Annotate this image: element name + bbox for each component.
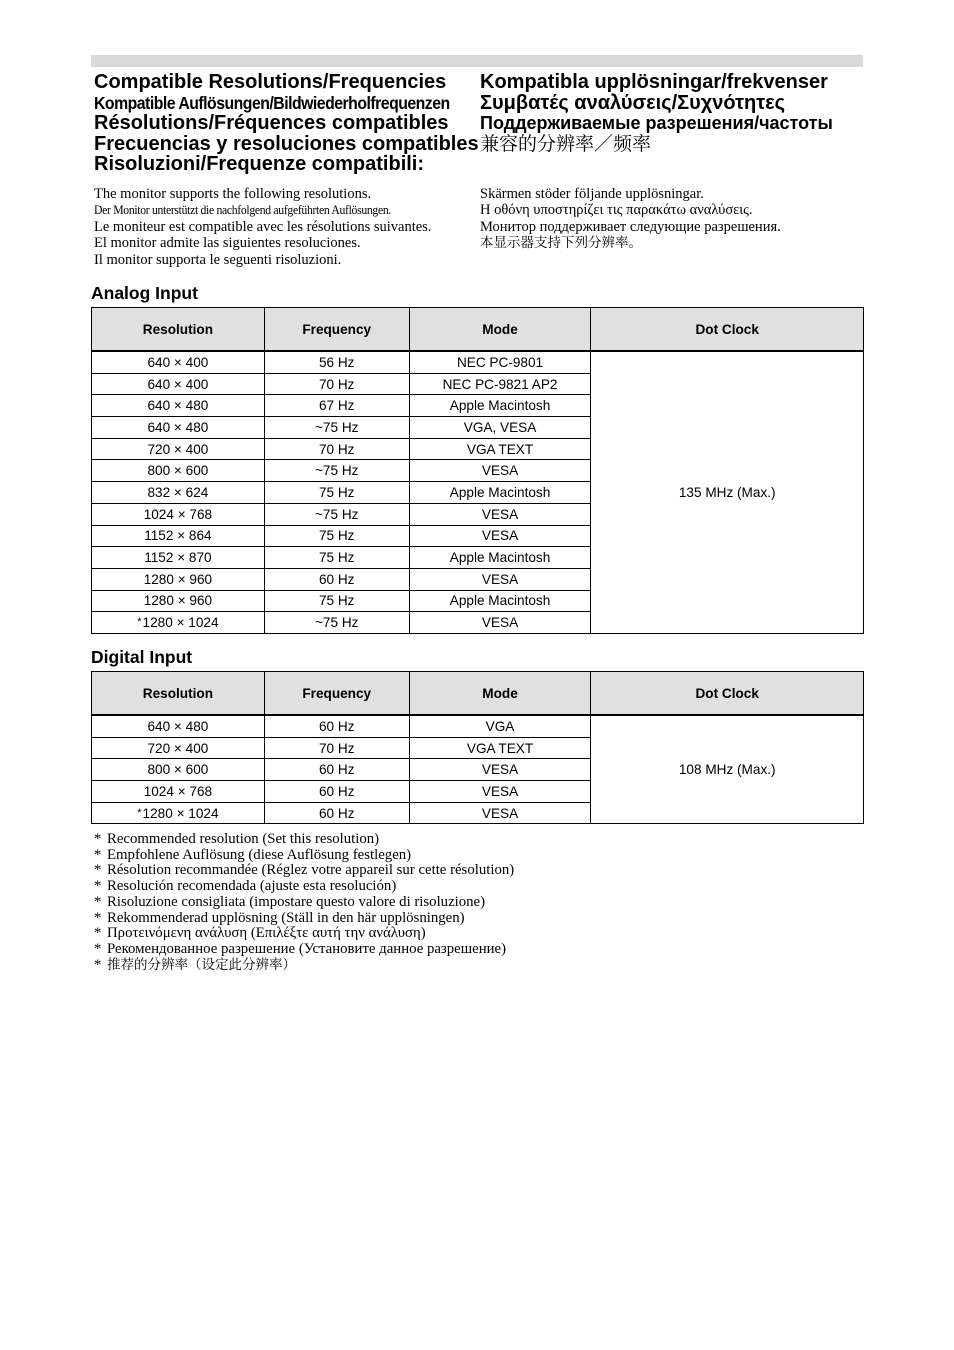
intro-zh: 本显示器支持下列分辨率。 xyxy=(480,235,642,252)
mode-cell: VGA TEXT xyxy=(409,438,591,460)
recommended-marker: * xyxy=(137,616,142,629)
mode-cell: VESA xyxy=(409,612,591,634)
resolution-cell: 640 × 480 xyxy=(92,395,265,417)
mode-cell: Apple Macintosh xyxy=(409,395,591,417)
digital-input-title: Digital Input xyxy=(91,647,193,667)
footnote: * 推荐的分辨率（设定此分辨率） xyxy=(94,956,296,973)
heading-en: Compatible Resolutions/Frequencies xyxy=(94,71,447,93)
intro-it: Il monitor supporta le seguenti risoluzioni. xyxy=(94,251,342,268)
frequency-cell: ~75 Hz xyxy=(264,612,409,634)
frequency-cell: 60 Hz xyxy=(264,781,409,803)
footnote: * Προτεινόμενη ανάλυση (Επιλέξτε αυτή την ανάλυση) xyxy=(94,925,426,942)
dot-clock-cell: 135 MHz (Max.) xyxy=(591,351,864,633)
heading-ru: Поддерживаемые разрешения/частоты xyxy=(480,113,833,134)
intro-left xyxy=(94,186,431,268)
resolution-cell: 1024 × 768 xyxy=(92,781,265,803)
mode-cell: Apple Macintosh xyxy=(409,547,591,569)
table-header-row xyxy=(92,308,864,352)
mode-cell: VESA xyxy=(409,525,591,547)
resolution-cell: 1024 × 768 xyxy=(92,503,265,525)
resolution-cell: 832 × 624 xyxy=(92,482,265,504)
intro-el: Η οθόνη υποστηρίζει τις παρακάτω αναλύσεις. xyxy=(480,202,753,219)
resolution-cell: 720 × 400 xyxy=(92,737,265,759)
footnote: * Empfohlene Auflösung (diese Auflösung festlegen) xyxy=(94,846,412,863)
resolution-cell: 640 × 400 xyxy=(92,351,265,373)
intro-es: El monitor admite las siguientes resoluciones. xyxy=(94,235,361,252)
frequency-cell: ~75 Hz xyxy=(264,417,409,439)
resolution-cell: 800 × 600 xyxy=(92,759,265,781)
footnote: * Recommended resolution (Set this resolution) xyxy=(94,831,380,847)
resolution-cell: *1280 × 1024 xyxy=(92,802,265,824)
resolution-cell: 720 × 400 xyxy=(92,438,265,460)
resolution-cell: 1280 × 960 xyxy=(92,590,265,612)
frequency-cell: 60 Hz xyxy=(264,759,409,781)
resolution-cell: 1152 × 870 xyxy=(92,547,265,569)
heading-el: Συμβατές αναλύσεις/Συχνότητες xyxy=(480,91,786,114)
frequency-cell: 70 Hz xyxy=(264,438,409,460)
intro-de: Der Monitor unterstützt die nachfolgend aufgeführten Auflösungen. xyxy=(94,202,391,218)
mode-cell: VESA xyxy=(409,460,591,482)
footnotes xyxy=(94,832,514,973)
footnote: * Resolución recomendada (ajuste esta resolución) xyxy=(94,878,397,895)
frequency-cell: ~75 Hz xyxy=(264,460,409,482)
column-header-dot-clock: Dot Clock xyxy=(591,308,864,352)
frequency-cell: 75 Hz xyxy=(264,547,409,569)
frequency-cell: 75 Hz xyxy=(264,525,409,547)
intro-en: The monitor supports the following resolutions. xyxy=(94,186,372,202)
resolution-cell: 1152 × 864 xyxy=(92,525,265,547)
resolution-cell: 640 × 480 xyxy=(92,417,265,439)
recommended-marker: * xyxy=(137,806,142,819)
frequency-cell: 60 Hz xyxy=(264,802,409,824)
column-header-dot-clock: Dot Clock xyxy=(591,672,864,716)
column-header-mode: Mode xyxy=(409,672,591,716)
intro-sv: Skärmen stöder följande upplösningar. xyxy=(480,186,704,202)
heading-sv: Kompatibla upplösningar/frekvenser xyxy=(480,71,828,93)
dot-clock-cell: 108 MHz (Max.) xyxy=(591,715,864,824)
mode-cell: NEC PC-9801 xyxy=(409,351,591,373)
digital-input-table xyxy=(91,671,864,824)
heading-de: Kompatible Auflösungen/Bildwiederholfrequenzen xyxy=(94,92,450,113)
frequency-cell: 70 Hz xyxy=(264,737,409,759)
header-bar xyxy=(91,55,863,67)
table-row xyxy=(92,351,864,373)
column-header-resolution: Resolution xyxy=(92,308,265,352)
resolution-cell: *1280 × 1024 xyxy=(92,612,265,634)
frequency-cell: 60 Hz xyxy=(264,568,409,590)
mode-cell: Apple Macintosh xyxy=(409,482,591,504)
mode-cell: VESA xyxy=(409,568,591,590)
mode-cell: Apple Macintosh xyxy=(409,590,591,612)
intro-fr: Le moniteur est compatible avec les résolutions suivantes. xyxy=(94,218,432,235)
footnote: * Risoluzione consigliata (impostare questo valore di risoluzione) xyxy=(94,893,486,910)
mode-cell: VESA xyxy=(409,503,591,525)
column-header-resolution: Resolution xyxy=(92,672,265,716)
column-header-frequency: Frequency xyxy=(264,308,409,352)
column-header-mode: Mode xyxy=(409,308,591,352)
mode-cell: NEC PC-9821 AP2 xyxy=(409,373,591,395)
mode-cell: VESA xyxy=(409,759,591,781)
headings-right xyxy=(480,72,860,154)
frequency-cell: ~75 Hz xyxy=(264,503,409,525)
mode-cell: VGA TEXT xyxy=(409,737,591,759)
headings-left xyxy=(94,71,479,176)
table-header-row xyxy=(92,672,864,716)
heading-fr: Résolutions/Fréquences compatibles xyxy=(94,112,449,135)
resolution-cell: 800 × 600 xyxy=(92,460,265,482)
analog-input-table xyxy=(91,307,864,634)
intro-ru: Монитор поддерживает следующие разрешения. xyxy=(480,218,781,235)
mode-cell: VGA, VESA xyxy=(409,417,591,439)
mode-cell: VESA xyxy=(409,802,591,824)
table-row xyxy=(92,715,864,737)
heading-es: Frecuencias y resoluciones compatibles xyxy=(94,132,479,155)
intro-right xyxy=(480,186,781,252)
frequency-cell: 70 Hz xyxy=(264,373,409,395)
frequency-cell: 67 Hz xyxy=(264,395,409,417)
heading-zh: 兼容的分辨率／频率 xyxy=(480,132,652,155)
frequency-cell: 75 Hz xyxy=(264,482,409,504)
frequency-cell: 56 Hz xyxy=(264,351,409,373)
resolution-cell: 640 × 480 xyxy=(92,715,265,737)
column-header-frequency: Frequency xyxy=(264,672,409,716)
footnote: * Résolution recommandée (Réglez votre appareil sur cette résolution) xyxy=(94,862,515,879)
analog-input-title: Analog Input xyxy=(91,283,198,303)
mode-cell: VGA xyxy=(409,715,591,737)
footnote: * Rekommenderad upplösning (Ställ in den här upplösningen) xyxy=(94,909,465,926)
resolution-cell: 1280 × 960 xyxy=(92,568,265,590)
frequency-cell: 60 Hz xyxy=(264,715,409,737)
resolution-cell: 640 × 400 xyxy=(92,373,265,395)
mode-cell: VESA xyxy=(409,781,591,803)
frequency-cell: 75 Hz xyxy=(264,590,409,612)
heading-it: Risoluzioni/Frequenze compatibili: xyxy=(94,153,425,176)
footnote: * Рекомендованное разрешение (Установите данное разрешение) xyxy=(94,940,507,957)
